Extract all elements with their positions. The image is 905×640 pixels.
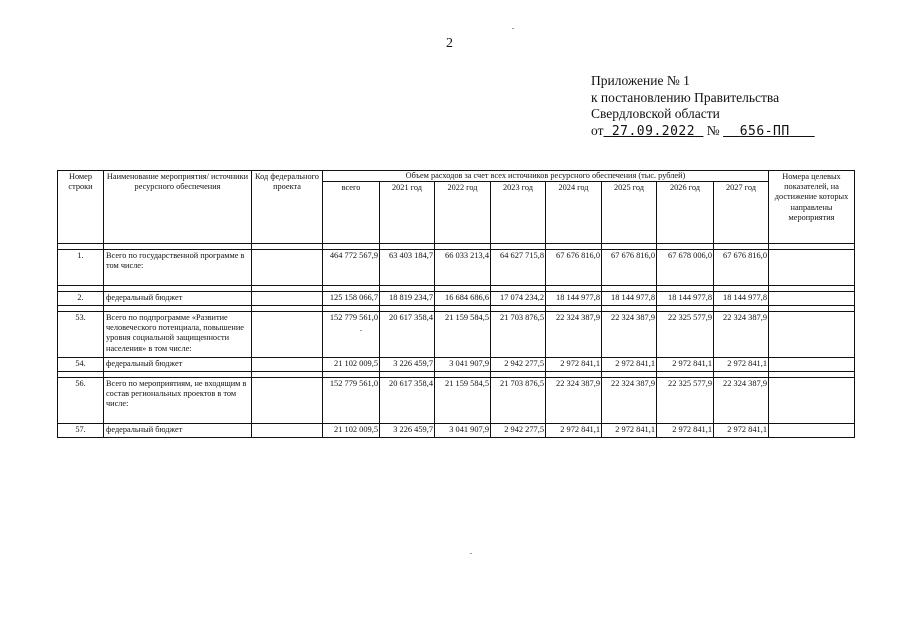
row-year-value-cell: 17 074 234,2 (491, 292, 546, 306)
row-year-value-cell: 22 324 387,9 (714, 378, 769, 424)
row-targets-cell (769, 424, 855, 438)
row-year-value-cell: 22 324 387,9 (546, 378, 602, 424)
row-year-value-cell: 3 226 459,7 (380, 424, 435, 438)
row-year-value-cell: 3 226 459,7 (380, 358, 435, 372)
row-targets-cell (769, 292, 855, 306)
row-year-value-cell: 64 627 715,8 (491, 250, 546, 286)
expenses-table (57, 170, 855, 438)
row-name-cell: Всего по мероприятиям, не входящим в состав региональных проектов в том числе: (104, 378, 252, 424)
row-year-value-cell: 20 617 358,4 (380, 312, 435, 358)
row-code-cell (252, 358, 323, 372)
header-year-2026: 2026 год (657, 182, 714, 244)
row-year-value-cell: 22 324 387,9 (546, 312, 602, 358)
row-year-value-cell: 18 144 977,8 (602, 292, 657, 306)
appendix-line-3: Свердловской области (591, 106, 720, 121)
row-number-cell: 2. (58, 292, 104, 306)
row-year-value-cell: 67 676 816,0 (546, 250, 602, 286)
row-targets-cell (769, 378, 855, 424)
row-year-value-cell: 22 324 387,9 (602, 312, 657, 358)
row-number-cell: 53. (58, 312, 104, 358)
header-year-2025: 2025 год (602, 182, 657, 244)
row-year-value-cell: 67 676 816,0 (714, 250, 769, 286)
row-year-value-cell: 21 703 876,5 (491, 312, 546, 358)
row-name-cell: федеральный бюджет (104, 358, 252, 372)
number-prefix: № (706, 122, 720, 138)
header-row (58, 171, 855, 182)
table-row (58, 378, 855, 424)
row-year-value-cell: 18 819 234,7 (380, 292, 435, 306)
table-row (58, 358, 855, 372)
row-targets-cell (769, 312, 855, 358)
row-year-value-cell: 21 159 584,5 (435, 378, 491, 424)
row-year-value-cell: 16 684 686,6 (435, 292, 491, 306)
row-year-value-cell: 18 144 977,8 (714, 292, 769, 306)
row-year-value-cell: 22 324 387,9 (714, 312, 769, 358)
row-total-cell: 464 772 567,9 (323, 250, 380, 286)
row-targets-cell (769, 250, 855, 286)
row-year-value-cell: 63 403 184,7 (380, 250, 435, 286)
row-year-value-cell: 67 676 816,0 (602, 250, 657, 286)
row-year-value-cell: 2 972 841,1 (602, 358, 657, 372)
header-code: Код федерального проекта (252, 171, 323, 244)
row-year-value-cell: 2 972 841,1 (657, 424, 714, 438)
row-number-cell: 54. (58, 358, 104, 372)
table-row (58, 312, 855, 358)
appendix-date-line (591, 123, 815, 141)
row-year-value-cell: 2 972 841,1 (657, 358, 714, 372)
header-year-2024: 2024 год (546, 182, 602, 244)
header-year-2027: 2027 год (714, 182, 769, 244)
row-code-cell (252, 378, 323, 424)
table-row (58, 292, 855, 306)
row-year-value-cell: 20 617 358,4 (380, 378, 435, 424)
row-targets-cell (769, 358, 855, 372)
header-year-2021: 2021 год (380, 182, 435, 244)
row-year-value-cell: 22 325 577,9 (657, 312, 714, 358)
scan-speck (512, 28, 514, 29)
row-year-value-cell: 22 324 387,9 (602, 378, 657, 424)
row-total-cell: 21 102 009,5 (323, 424, 380, 438)
row-year-value-cell: 2 972 841,1 (714, 358, 769, 372)
row-year-value-cell: 67 678 006,0 (657, 250, 714, 286)
header-name: Наименование мероприятия/ источники ресурсного обеспечения (104, 171, 252, 244)
row-name-cell: федеральный бюджет (104, 424, 252, 438)
row-year-value-cell: 2 942 277,5 (491, 424, 546, 438)
row-code-cell (252, 292, 323, 306)
row-code-cell (252, 424, 323, 438)
table-row (58, 424, 855, 438)
row-code-cell (252, 312, 323, 358)
scan-speck (360, 330, 362, 331)
row-name-cell: Всего по государственной программе в том числе: (104, 250, 252, 286)
row-year-value-cell: 3 041 907,9 (435, 424, 491, 438)
header-row-number: Номер строки (58, 171, 104, 244)
decree-number: 656-ПП (739, 123, 790, 139)
row-year-value-cell: 2 972 841,1 (714, 424, 769, 438)
row-total-cell: 125 158 066,7 (323, 292, 380, 306)
header-expenses-group: Объем расходов за счет всех источников ресурсного обеспечения (тыс. рублей) (323, 171, 769, 182)
decree-date: 27.09.2022 (611, 123, 696, 139)
header-total: всего (323, 182, 380, 244)
row-year-value-cell: 22 325 577,9 (657, 378, 714, 424)
row-year-value-cell: 18 144 977,8 (546, 292, 602, 306)
row-total-cell: 152 779 561,0 (323, 378, 380, 424)
row-year-value-cell: 2 972 841,1 (546, 424, 602, 438)
row-number-cell: 1. (58, 250, 104, 286)
header-year-2022: 2022 год (435, 182, 491, 244)
appendix-block (591, 73, 815, 140)
row-year-value-cell: 66 033 213,4 (435, 250, 491, 286)
row-year-value-cell: 18 144 977,8 (657, 292, 714, 306)
page-number: 2 (446, 36, 453, 51)
row-year-value-cell: 3 041 907,9 (435, 358, 491, 372)
row-number-cell: 57. (58, 424, 104, 438)
row-year-value-cell: 2 972 841,1 (602, 424, 657, 438)
header-year-2023: 2023 год (491, 182, 546, 244)
scan-speck (470, 553, 472, 554)
date-prefix: от (591, 122, 604, 138)
row-code-cell (252, 250, 323, 286)
header-targets: Номера целевых показателей, на достижение которых направлены мероприятия (769, 171, 855, 244)
row-name-cell: федеральный бюджет (104, 292, 252, 306)
row-total-cell: 152 779 561,0 (323, 312, 380, 358)
row-total-cell: 21 102 009,5 (323, 358, 380, 372)
row-year-value-cell: 21 703 876,5 (491, 378, 546, 424)
table-row (58, 250, 855, 286)
row-year-value-cell: 2 972 841,1 (546, 358, 602, 372)
row-number-cell: 56. (58, 378, 104, 424)
appendix-line-2: к постановлению Правительства (591, 89, 780, 105)
row-name-cell: Всего по подпрограмме «Развитие человеческого потенциала, повышение уровня социальной защищенности населения» в том числе: (104, 312, 252, 358)
appendix-title: Приложение № 1 (591, 73, 690, 88)
row-year-value-cell: 2 942 277,5 (491, 358, 546, 372)
row-year-value-cell: 21 159 584,5 (435, 312, 491, 358)
